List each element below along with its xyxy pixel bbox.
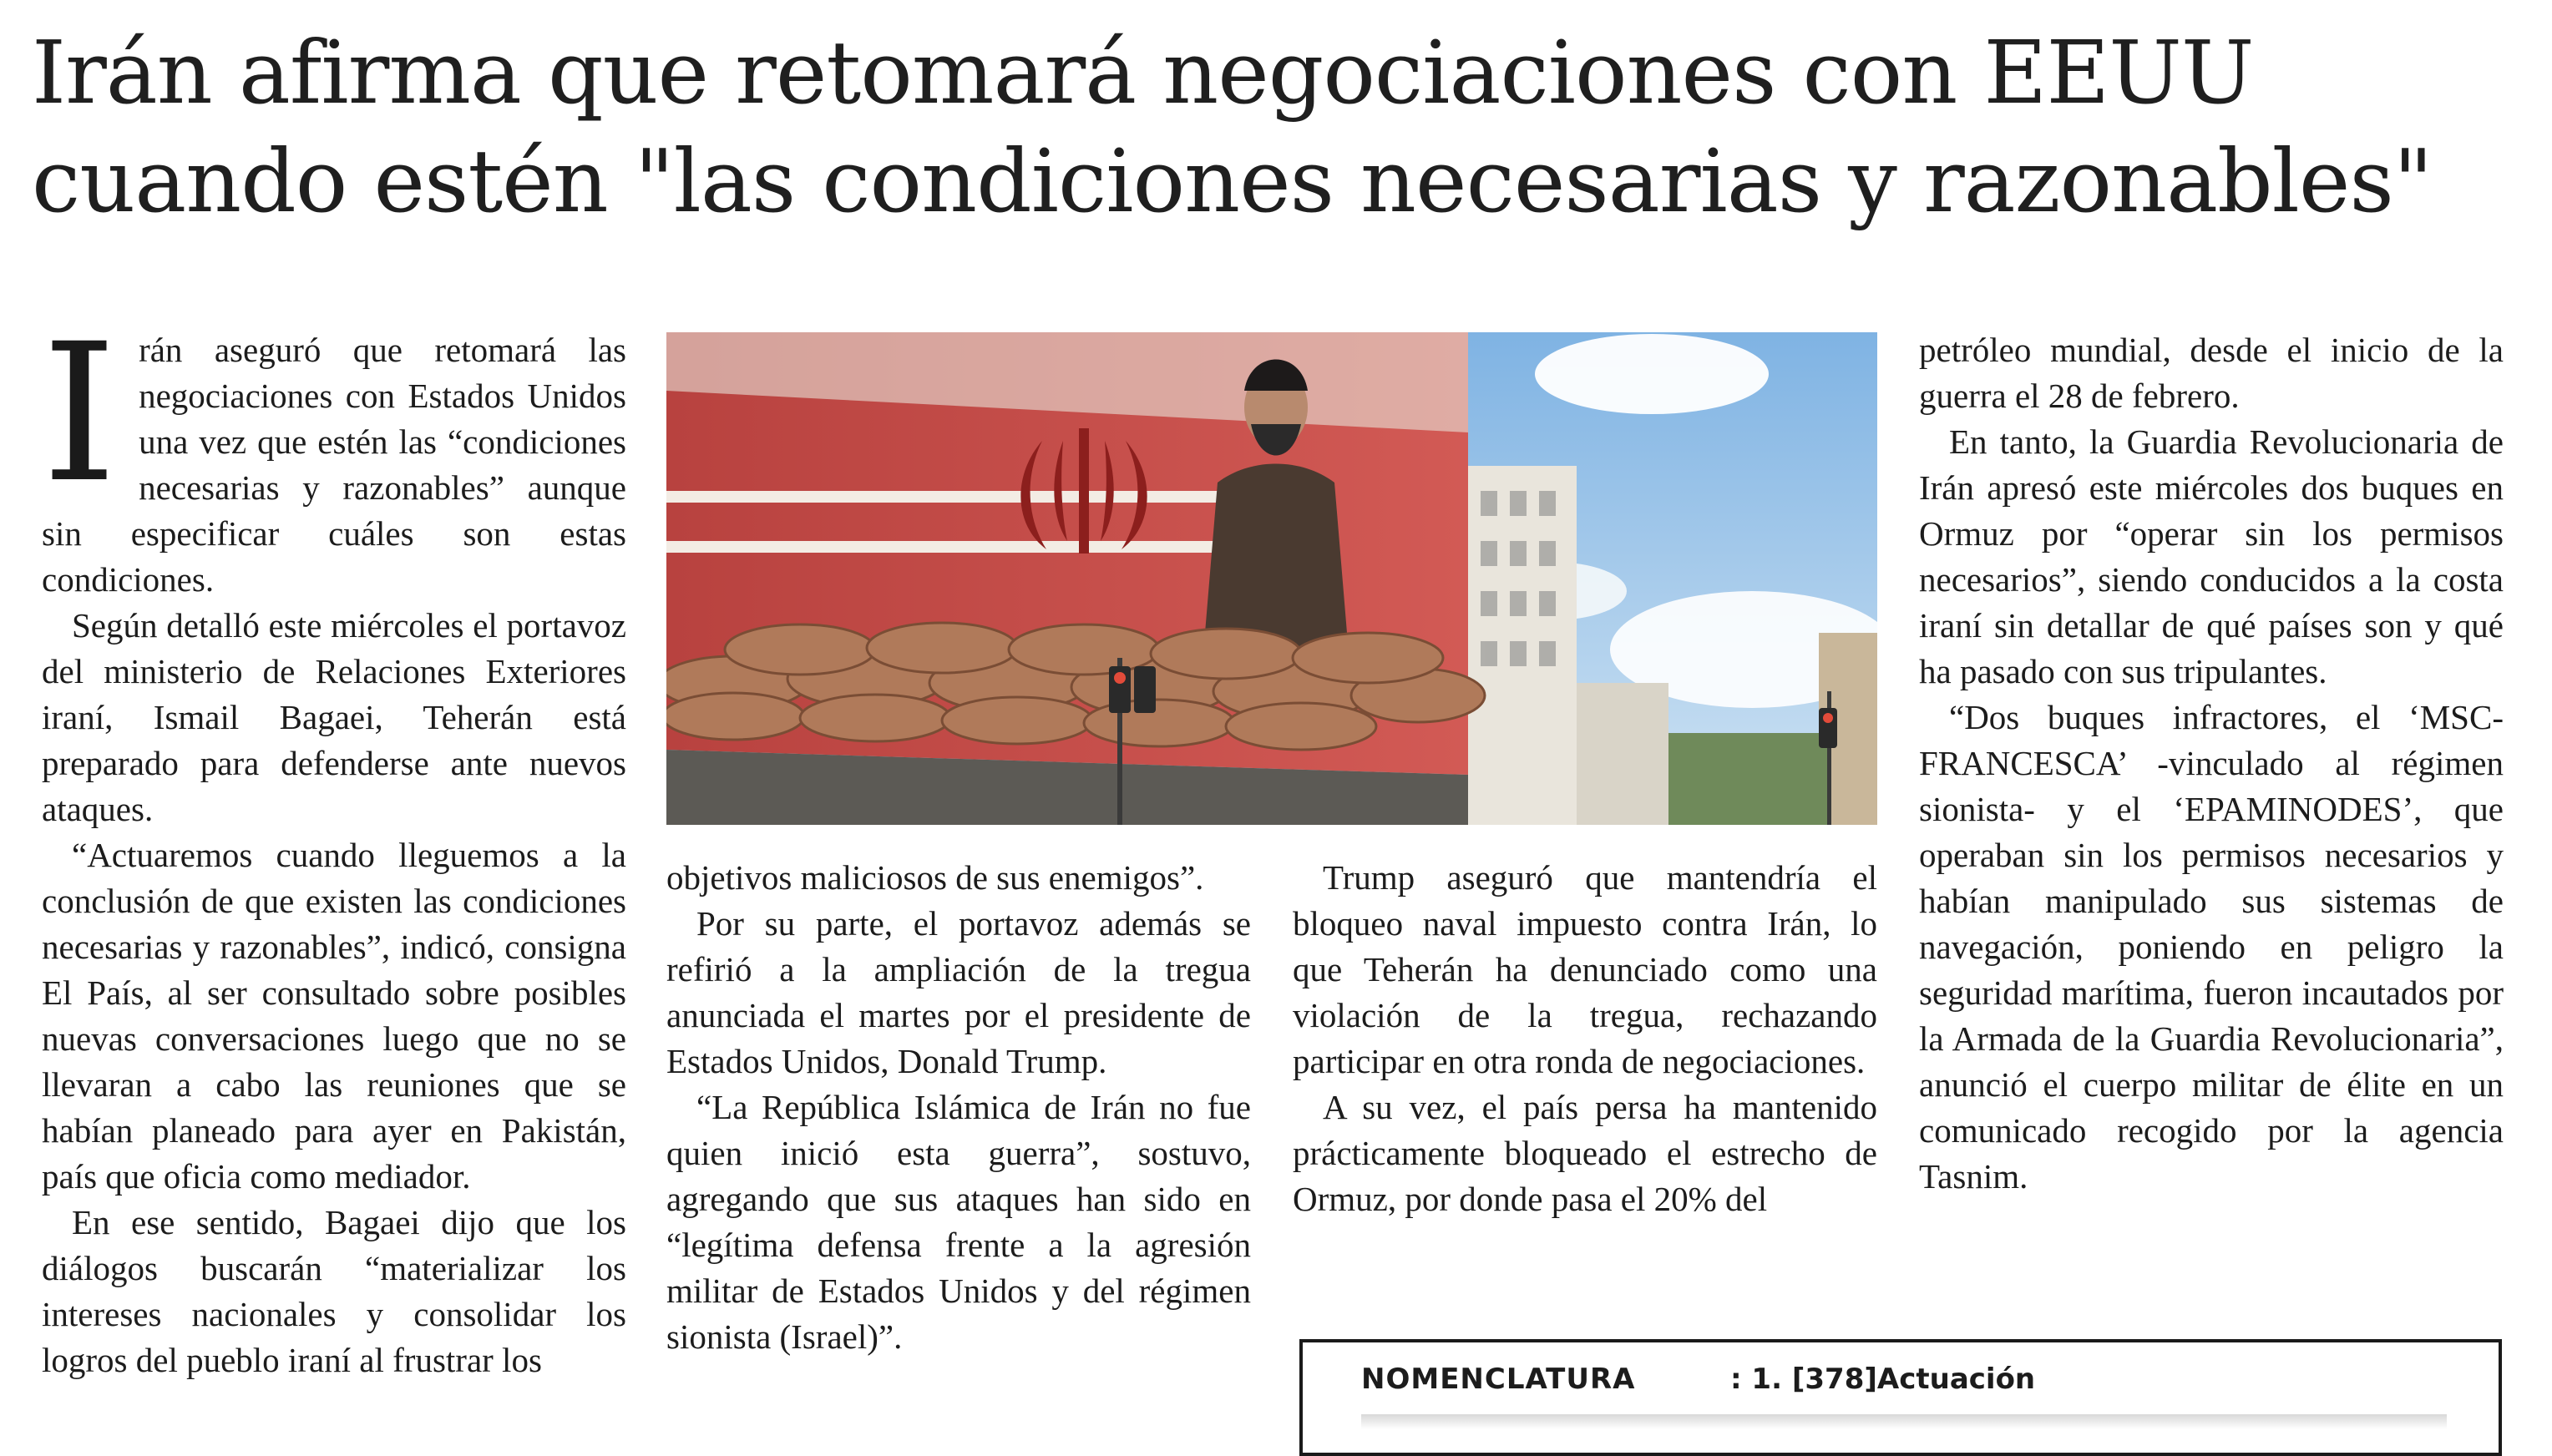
paragraph: objetivos maliciosos de sus enemigos”. (666, 858, 1204, 897)
trees (1668, 733, 1827, 825)
flag-stripe (666, 541, 1301, 553)
paragraph: “Actuaremos cuando lleguemos a la conclusión de que existen las condiciones necesarias y razonables”, indicó, consigna El País, al ser consultado sobre posibles nuevas conversaciones luego que no se llevaran a cabo las reuniones que se habían planeado para ayer en Pakistán, país que oficia como mediador. (42, 836, 626, 1196)
headline-line-1: Irán afirma que retomará negociaciones con EEUU (32, 22, 2254, 124)
flag-stripe (666, 491, 1301, 503)
metadata-box (1299, 1339, 2502, 1456)
article-photo (666, 332, 1877, 825)
building (1577, 683, 1668, 825)
paragraph: Trump aseguró que mantendría el bloqueo naval impuesto contra Irán, lo que Teherán ha denunciado como una violación de la tregua, rechazando participar en otra ronda de negociaciones. (1293, 858, 1877, 1080)
sandbags (666, 623, 1485, 750)
paragraph: En ese sentido, Bagaei dijo que los diálogos buscarán “materializar los intereses nacionales y consolidar los logros del pueblo iraní al frustrar los (42, 1203, 626, 1379)
paragraph: rán aseguró que retomará las negociaciones con Estados Unidos una vez que estén las “condiciones necesarias y razonables” aunque sin especificar cuáles son estas condiciones. (42, 331, 626, 599)
paragraph: “La República Islámica de Irán no fue quien inició esta guerra”, sostuvo, agregando que sus ataques han sido en “legítima defensa frente a la agresión militar de Estados Unidos y del régimen sionista (Israel)”. (666, 1088, 1251, 1356)
paragraph: Por su parte, el portavoz además se refirió a la ampliación de la tregua anunciada el martes por el presidente de Estados Unidos, Donald Trump. (666, 904, 1251, 1080)
paragraph: A su vez, el país persa ha mantenido prácticamente bloqueado el estrecho de Ormuz, por donde pasa el 20% del (1293, 1088, 1877, 1218)
headline-line-2: cuando estén "las condiciones necesarias y razonables" (32, 130, 2433, 232)
drop-cap: I (42, 302, 118, 524)
paragraph: petróleo mundial, desde el inicio de la guerra el 28 de febrero. (1919, 331, 2504, 415)
article-column-3 (1293, 855, 1877, 1222)
paragraph: En tanto, la Guardia Revolucionaria de Irán apresó este miércoles dos buques en Ormuz por “operar sin los permisos necesarios”, siendo conducidos a la costa iraní sin detallar de qué países son y qué ha pasado con sus tripulantes. (1919, 422, 2504, 690)
article-column-4 (1919, 327, 2504, 1200)
article-column-1 (42, 302, 626, 1383)
metadata-value: : 1. [378]Actuación (1730, 1362, 2036, 1396)
paragraph: Según detalló este miércoles el portavoz del ministerio de Relaciones Exteriores iraní, Ismail Bagaei, Teherán está preparado para defenderse ante nuevos ataques. (42, 606, 626, 828)
billboard-photo-illustration (666, 332, 1877, 825)
article-column-2 (666, 855, 1251, 1360)
cropped-row (1361, 1414, 2447, 1429)
paragraph: “Dos buques infractores, el ‘MSC-FRANCESCA’ -vinculado al régimen sionista- y el ‘EPAMINODES’, que operaban sin los permisos necesarios y habían manipulado sus sistemas de navegación, poniendo en peligro la seguridad marítima, fueron incautados por la Armada de la Guardia Revolucionaria”, anunció el cuerpo militar de élite en un comunicado recogido por la agencia Tasnim. (1919, 698, 2504, 1196)
metadata-label: NOMENCLATURA (1361, 1362, 1636, 1396)
cloud (1535, 334, 1769, 414)
article-headline (32, 18, 2529, 235)
